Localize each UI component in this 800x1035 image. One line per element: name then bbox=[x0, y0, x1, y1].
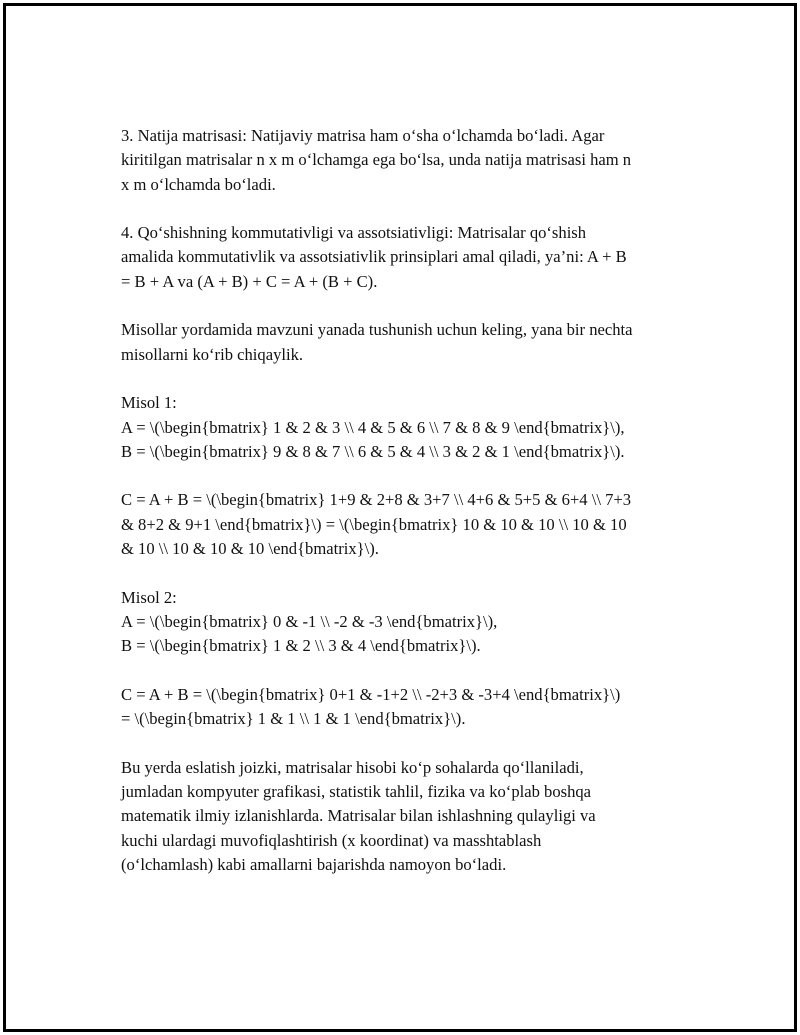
paragraph-result-matrix bbox=[121, 124, 693, 197]
text-line: kuchi ulardagi muvofiqlashtirish (x koordinat) va masshtablash bbox=[121, 830, 542, 850]
document-body bbox=[121, 124, 693, 902]
text-line: = B + A va (A + B) + C = A + (B + C). bbox=[121, 271, 378, 291]
text-line: kiritilgan matrisalar n x m o‘lchamga ega bo‘lsa, unda natija matrisasi ham n bbox=[121, 150, 632, 170]
text-line: C = A + B = \(\begin{bmatrix} 1+9 & 2+8 & 3+7 \\ 4+6 & 5+5 & 6+4 \\ 7+3 bbox=[121, 490, 632, 510]
paragraph-example-1 bbox=[121, 391, 693, 464]
paragraph-example-2-sum bbox=[121, 683, 693, 732]
paragraph-conclusion bbox=[121, 756, 693, 877]
page-frame bbox=[3, 3, 797, 1032]
matrix-definition: A = \(\begin{bmatrix} 0 & -1 \\ -2 & -3 \end{bmatrix}\), bbox=[121, 611, 498, 631]
paragraph-commutativity bbox=[121, 221, 693, 294]
text-line: & 10 \\ 10 & 10 & 10 \end{bmatrix}\). bbox=[121, 539, 379, 559]
text-line: 3. Natija matrisasi: Natijaviy matrisa ham o‘sha o‘lchamda bo‘ladi. Agar bbox=[121, 126, 605, 145]
text-line: (o‘lchamlash) kabi amallarni bajarishda namoyon bo‘ladi. bbox=[121, 854, 507, 874]
matrix-definition: B = \(\begin{bmatrix} 1 & 2 \\ 3 & 4 \end{bmatrix}\). bbox=[121, 636, 481, 656]
paragraph-intro-examples bbox=[121, 318, 693, 367]
paragraph-example-2 bbox=[121, 586, 693, 659]
text-line: amalida kommutativlik va assotsiativlik prinsiplari amal qiladi, ya’ni: A + B bbox=[121, 247, 627, 267]
matrix-definition: B = \(\begin{bmatrix} 9 & 8 & 7 \\ 6 & 5 & 4 \\ 3 & 2 & 1 \end{bmatrix}\). bbox=[121, 441, 625, 461]
text-line: jumladan kompyuter grafikasi, statistik tahlil, fizika va ko‘plab boshqa bbox=[121, 782, 592, 802]
example-heading: Misol 1: bbox=[121, 393, 177, 413]
text-line: matematik ilmiy izlanishlarda. Matrisalar bilan ishlashning qulayligi va bbox=[121, 806, 596, 826]
text-line: 4. Qo‘shishning kommutativligi va assotsiativligi: Matrisalar qo‘shish bbox=[121, 223, 587, 243]
text-line: = \(\begin{bmatrix} 1 & 1 \\ 1 & 1 \end{bmatrix}\). bbox=[121, 709, 466, 729]
text-line: misollarni ko‘rib chiqaylik. bbox=[121, 344, 304, 364]
text-line: C = A + B = \(\begin{bmatrix} 0+1 & -1+2 \\ -2+3 & -3+4 \end{bmatrix}\) bbox=[121, 684, 621, 704]
text-line: & 8+2 & 9+1 \end{bmatrix}\) = \(\begin{bmatrix} 10 & 10 & 10 \\ 10 & 10 bbox=[121, 514, 627, 534]
paragraph-example-1-sum bbox=[121, 488, 693, 561]
matrix-definition: A = \(\begin{bmatrix} 1 & 2 & 3 \\ 4 & 5 & 6 \\ 7 & 8 & 9 \end{bmatrix}\), bbox=[121, 417, 625, 437]
text-line: x m o‘lchamda bo‘ladi. bbox=[121, 174, 276, 194]
text-line: Bu yerda eslatish joizki, matrisalar hisobi ko‘p sohalarda qo‘llaniladi, bbox=[121, 757, 584, 777]
text-line: Misollar yordamida mavzuni yanada tushunish uchun keling, yana bir nechta bbox=[121, 320, 633, 340]
example-heading: Misol 2: bbox=[121, 587, 177, 607]
